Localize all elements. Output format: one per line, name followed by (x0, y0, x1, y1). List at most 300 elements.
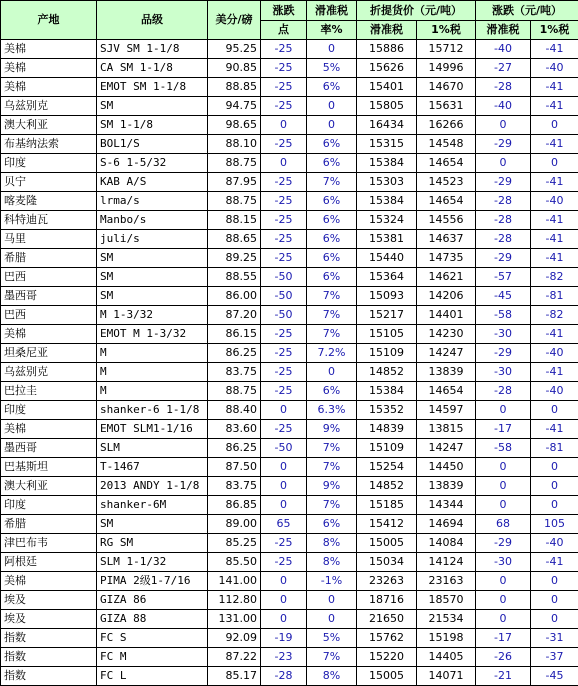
price-cell: 86.00 (208, 287, 261, 306)
grade-cell: EMOT M 1-3/32 (97, 325, 208, 344)
table-row (1, 458, 578, 477)
slide-price-cell: 14852 (357, 363, 417, 382)
header-change-cny: 涨跌（元/吨） (476, 1, 578, 21)
one-pct-price-cell: 15198 (417, 629, 476, 648)
one-pct-price-cell: 14247 (417, 344, 476, 363)
change-slide-cell: 0 (476, 401, 531, 420)
change-points-cell: 65 (261, 515, 307, 534)
price-cell: 94.75 (208, 97, 261, 116)
one-pct-price-cell: 14405 (417, 648, 476, 667)
slide-price-cell: 21650 (357, 610, 417, 629)
origin-cell: 美棉 (1, 40, 97, 59)
header-usd-lb: 美分/磅 (208, 1, 261, 40)
grade-cell: Manbo/s (97, 211, 208, 230)
change-one-pct-cell: -41 (531, 97, 578, 116)
origin-cell: 墨西哥 (1, 439, 97, 458)
slide-price-cell: 15381 (357, 230, 417, 249)
change-slide-cell: -26 (476, 648, 531, 667)
change-points-cell: -50 (261, 306, 307, 325)
change-points-cell: -25 (261, 344, 307, 363)
grade-cell: FC M (97, 648, 208, 667)
one-pct-price-cell: 14654 (417, 192, 476, 211)
change-one-pct-cell: -41 (531, 40, 578, 59)
one-pct-price-cell: 23163 (417, 572, 476, 591)
header-converted-price: 折提货价（元/吨） (357, 1, 476, 21)
origin-cell: 印度 (1, 496, 97, 515)
change-one-pct-cell: -81 (531, 287, 578, 306)
change-points-cell: 0 (261, 401, 307, 420)
header-change-sub: 点 (261, 21, 307, 40)
grade-cell: BOL1/S (97, 135, 208, 154)
origin-cell: 印度 (1, 154, 97, 173)
change-one-pct-cell: -40 (531, 534, 578, 553)
change-points-cell: -25 (261, 534, 307, 553)
table-row (1, 629, 578, 648)
change-points-cell: 0 (261, 572, 307, 591)
change-points-cell: -25 (261, 420, 307, 439)
change-points-cell: -25 (261, 78, 307, 97)
price-cell: 141.00 (208, 572, 261, 591)
one-pct-price-cell: 14344 (417, 496, 476, 515)
change-points-cell: 0 (261, 610, 307, 629)
slide-price-cell: 15093 (357, 287, 417, 306)
price-cell: 85.17 (208, 667, 261, 686)
grade-cell: EMOT SLM1-1/16 (97, 420, 208, 439)
change-slide-cell: -58 (476, 306, 531, 325)
change-one-pct-cell: -41 (531, 78, 578, 97)
one-pct-price-cell: 14071 (417, 667, 476, 686)
change-one-pct-cell: -40 (531, 382, 578, 401)
change-one-pct-cell: -41 (531, 553, 578, 572)
one-pct-price-cell: 14206 (417, 287, 476, 306)
table-row (1, 40, 578, 59)
origin-cell: 美棉 (1, 78, 97, 97)
slide-price-cell: 15886 (357, 40, 417, 59)
change-slide-cell: 0 (476, 591, 531, 610)
tax-rate-cell: 6% (307, 515, 357, 534)
change-one-pct-cell: 0 (531, 458, 578, 477)
slide-price-cell: 15384 (357, 154, 417, 173)
tax-rate-cell: 0 (307, 97, 357, 116)
slide-price-cell: 15109 (357, 344, 417, 363)
change-points-cell: -50 (261, 439, 307, 458)
table-row (1, 211, 578, 230)
grade-cell: shanker-6M (97, 496, 208, 515)
change-points-cell: 0 (261, 477, 307, 496)
table-row (1, 439, 578, 458)
grade-cell: M (97, 363, 208, 382)
grade-cell: M 1-3/32 (97, 306, 208, 325)
change-one-pct-cell: 0 (531, 610, 578, 629)
origin-cell: 马里 (1, 230, 97, 249)
change-slide-cell: -27 (476, 59, 531, 78)
grade-cell: RG SM (97, 534, 208, 553)
table-row (1, 477, 578, 496)
grade-cell: SM (97, 249, 208, 268)
change-slide-cell: 0 (476, 458, 531, 477)
change-points-cell: -25 (261, 211, 307, 230)
tax-rate-cell: 7% (307, 325, 357, 344)
slide-price-cell: 15384 (357, 192, 417, 211)
tax-rate-cell: 5% (307, 59, 357, 78)
origin-cell: 美棉 (1, 325, 97, 344)
origin-cell: 指数 (1, 648, 97, 667)
change-points-cell: -25 (261, 249, 307, 268)
table-row (1, 192, 578, 211)
change-points-cell: -25 (261, 97, 307, 116)
price-cell: 87.20 (208, 306, 261, 325)
table-row (1, 306, 578, 325)
grade-cell: SM (97, 97, 208, 116)
change-slide-cell: 68 (476, 515, 531, 534)
one-pct-price-cell: 13839 (417, 363, 476, 382)
tax-rate-cell: 0 (307, 591, 357, 610)
origin-cell: 澳大利亚 (1, 116, 97, 135)
slide-price-cell: 15324 (357, 211, 417, 230)
change-slide-cell: 0 (476, 496, 531, 515)
origin-cell: 巴拉圭 (1, 382, 97, 401)
change-one-pct-cell: -41 (531, 173, 578, 192)
tax-rate-cell: 0 (307, 40, 357, 59)
change-points-cell: -50 (261, 287, 307, 306)
one-pct-price-cell: 14084 (417, 534, 476, 553)
price-cell: 87.95 (208, 173, 261, 192)
grade-cell: S-6 1-5/32 (97, 154, 208, 173)
origin-cell: 坦桑尼亚 (1, 344, 97, 363)
one-pct-price-cell: 14637 (417, 230, 476, 249)
origin-cell: 乌兹别克 (1, 97, 97, 116)
change-slide-cell: -21 (476, 667, 531, 686)
one-pct-price-cell: 18570 (417, 591, 476, 610)
one-pct-price-cell: 21534 (417, 610, 476, 629)
table-row (1, 401, 578, 420)
one-pct-price-cell: 14654 (417, 154, 476, 173)
table-row (1, 534, 578, 553)
tax-rate-cell: 6% (307, 382, 357, 401)
table-row (1, 496, 578, 515)
origin-cell: 美棉 (1, 572, 97, 591)
grade-cell: juli/s (97, 230, 208, 249)
slide-price-cell: 15364 (357, 268, 417, 287)
tax-rate-cell: 7% (307, 306, 357, 325)
change-one-pct-cell: -31 (531, 629, 578, 648)
change-points-cell: -28 (261, 667, 307, 686)
one-pct-price-cell: 14996 (417, 59, 476, 78)
table-row (1, 515, 578, 534)
table-row (1, 116, 578, 135)
change-one-pct-cell: -41 (531, 363, 578, 382)
price-cell: 88.15 (208, 211, 261, 230)
grade-cell: CA SM 1-1/8 (97, 59, 208, 78)
tax-rate-cell: 6.3% (307, 401, 357, 420)
change-one-pct-cell: -81 (531, 439, 578, 458)
grade-cell: M (97, 344, 208, 363)
table-row (1, 154, 578, 173)
grade-cell: SM 1-1/8 (97, 116, 208, 135)
header-chg-slide: 滑准税 (476, 21, 531, 40)
change-slide-cell: -29 (476, 534, 531, 553)
grade-cell: FC L (97, 667, 208, 686)
price-cell: 88.85 (208, 78, 261, 97)
change-one-pct-cell: -37 (531, 648, 578, 667)
tax-rate-cell: 7% (307, 173, 357, 192)
one-pct-price-cell: 14735 (417, 249, 476, 268)
origin-cell: 津巴布韦 (1, 534, 97, 553)
price-cell: 112.80 (208, 591, 261, 610)
price-cell: 83.75 (208, 477, 261, 496)
one-pct-price-cell: 14654 (417, 382, 476, 401)
change-one-pct-cell: -40 (531, 192, 578, 211)
change-points-cell: -25 (261, 325, 307, 344)
change-one-pct-cell: -41 (531, 249, 578, 268)
tax-rate-cell: 8% (307, 667, 357, 686)
slide-price-cell: 15805 (357, 97, 417, 116)
change-points-cell: 0 (261, 496, 307, 515)
slide-price-cell: 14852 (357, 477, 417, 496)
change-points-cell: 0 (261, 458, 307, 477)
table-row (1, 610, 578, 629)
grade-cell: SM (97, 515, 208, 534)
slide-price-cell: 15762 (357, 629, 417, 648)
grade-cell: SM (97, 287, 208, 306)
origin-cell: 墨西哥 (1, 287, 97, 306)
change-points-cell: -25 (261, 382, 307, 401)
table-row (1, 363, 578, 382)
header-change: 涨跌 (261, 1, 307, 21)
tax-rate-cell: 6% (307, 135, 357, 154)
change-one-pct-cell: -82 (531, 306, 578, 325)
tax-rate-cell: 6% (307, 249, 357, 268)
price-cell: 88.75 (208, 382, 261, 401)
change-points-cell: -23 (261, 648, 307, 667)
origin-cell: 喀麦隆 (1, 192, 97, 211)
slide-price-cell: 14839 (357, 420, 417, 439)
one-pct-price-cell: 14523 (417, 173, 476, 192)
slide-price-cell: 15220 (357, 648, 417, 667)
grade-cell: SLM (97, 439, 208, 458)
change-slide-cell: -30 (476, 325, 531, 344)
origin-cell: 乌兹别克 (1, 363, 97, 382)
change-one-pct-cell: -41 (531, 135, 578, 154)
change-points-cell: -25 (261, 135, 307, 154)
one-pct-price-cell: 14124 (417, 553, 476, 572)
price-cell: 87.50 (208, 458, 261, 477)
table-row (1, 344, 578, 363)
change-slide-cell: -30 (476, 363, 531, 382)
price-cell: 88.10 (208, 135, 261, 154)
slide-price-cell: 16434 (357, 116, 417, 135)
grade-cell: SJV SM 1-1/8 (97, 40, 208, 59)
origin-cell: 指数 (1, 667, 97, 686)
change-one-pct-cell: -41 (531, 211, 578, 230)
one-pct-price-cell: 14230 (417, 325, 476, 344)
grade-cell: T-1467 (97, 458, 208, 477)
origin-cell: 巴西 (1, 268, 97, 287)
change-one-pct-cell: 0 (531, 401, 578, 420)
change-one-pct-cell: -41 (531, 420, 578, 439)
one-pct-price-cell: 16266 (417, 116, 476, 135)
change-one-pct-cell: 105 (531, 515, 578, 534)
tax-rate-cell: 6% (307, 268, 357, 287)
price-cell: 88.55 (208, 268, 261, 287)
change-points-cell: -25 (261, 59, 307, 78)
price-cell: 88.40 (208, 401, 261, 420)
change-points-cell: -25 (261, 40, 307, 59)
slide-price-cell: 15352 (357, 401, 417, 420)
tax-rate-cell: 6% (307, 230, 357, 249)
one-pct-price-cell: 14247 (417, 439, 476, 458)
one-pct-price-cell: 14548 (417, 135, 476, 154)
change-slide-cell: -28 (476, 230, 531, 249)
change-one-pct-cell: -45 (531, 667, 578, 686)
origin-cell: 埃及 (1, 610, 97, 629)
table-row (1, 420, 578, 439)
slide-price-cell: 15254 (357, 458, 417, 477)
slide-price-cell: 15105 (357, 325, 417, 344)
tax-rate-cell: 8% (307, 534, 357, 553)
origin-cell: 美棉 (1, 420, 97, 439)
table-row (1, 268, 578, 287)
header-chg-one: 1%税 (531, 21, 578, 40)
change-slide-cell: -17 (476, 420, 531, 439)
origin-cell: 美棉 (1, 59, 97, 78)
tax-rate-cell: 6% (307, 192, 357, 211)
grade-cell: GIZA 86 (97, 591, 208, 610)
slide-price-cell: 15034 (357, 553, 417, 572)
change-slide-cell: -29 (476, 344, 531, 363)
slide-price-cell: 15401 (357, 78, 417, 97)
change-slide-cell: -28 (476, 382, 531, 401)
change-slide-cell: 0 (476, 154, 531, 173)
change-slide-cell: 0 (476, 477, 531, 496)
one-pct-price-cell: 13839 (417, 477, 476, 496)
slide-price-cell: 15185 (357, 496, 417, 515)
change-slide-cell: -28 (476, 78, 531, 97)
origin-cell: 巴基斯坦 (1, 458, 97, 477)
change-slide-cell: -17 (476, 629, 531, 648)
slide-price-cell: 15005 (357, 667, 417, 686)
header-grade: 品级 (97, 1, 208, 40)
tax-rate-cell: 6% (307, 211, 357, 230)
grade-cell: PIMA 2级1-7/16 (97, 572, 208, 591)
table-row (1, 59, 578, 78)
price-cell: 86.15 (208, 325, 261, 344)
origin-cell: 科特迪瓦 (1, 211, 97, 230)
grade-cell: M (97, 382, 208, 401)
tax-rate-cell: 6% (307, 78, 357, 97)
table-row (1, 173, 578, 192)
change-one-pct-cell: -40 (531, 59, 578, 78)
grade-cell: SM (97, 268, 208, 287)
tax-rate-cell: 7% (307, 648, 357, 667)
price-cell: 88.65 (208, 230, 261, 249)
tax-rate-cell: -1% (307, 572, 357, 591)
change-slide-cell: -30 (476, 553, 531, 572)
change-one-pct-cell: 0 (531, 591, 578, 610)
table-row (1, 97, 578, 116)
one-pct-price-cell: 14401 (417, 306, 476, 325)
change-slide-cell: -28 (476, 211, 531, 230)
table-row (1, 249, 578, 268)
price-cell: 86.25 (208, 439, 261, 458)
change-one-pct-cell: -41 (531, 230, 578, 249)
change-slide-cell: -57 (476, 268, 531, 287)
tax-rate-cell: 8% (307, 553, 357, 572)
one-pct-price-cell: 14694 (417, 515, 476, 534)
change-slide-cell: -29 (476, 173, 531, 192)
price-cell: 98.65 (208, 116, 261, 135)
slide-price-cell: 15303 (357, 173, 417, 192)
tax-rate-cell: 5% (307, 629, 357, 648)
tax-rate-cell: 7% (307, 439, 357, 458)
price-cell: 90.85 (208, 59, 261, 78)
grade-cell: lrma/s (97, 192, 208, 211)
change-points-cell: -25 (261, 230, 307, 249)
table-row (1, 591, 578, 610)
change-points-cell: -19 (261, 629, 307, 648)
origin-cell: 阿根廷 (1, 553, 97, 572)
table-row (1, 325, 578, 344)
change-one-pct-cell: -40 (531, 344, 578, 363)
price-cell: 85.25 (208, 534, 261, 553)
tax-rate-cell: 0 (307, 610, 357, 629)
tax-rate-cell: 0 (307, 116, 357, 135)
change-points-cell: 0 (261, 591, 307, 610)
table-row (1, 382, 578, 401)
origin-cell: 希腊 (1, 515, 97, 534)
slide-price-cell: 15412 (357, 515, 417, 534)
change-slide-cell: 0 (476, 572, 531, 591)
change-one-pct-cell: -41 (531, 325, 578, 344)
change-slide-cell: 0 (476, 610, 531, 629)
price-cell: 86.25 (208, 344, 261, 363)
header-slide-tax: 滑准税 (307, 1, 357, 21)
price-cell: 87.22 (208, 648, 261, 667)
price-cell: 85.50 (208, 553, 261, 572)
table-row (1, 667, 578, 686)
change-points-cell: 0 (261, 154, 307, 173)
slide-price-cell: 15315 (357, 135, 417, 154)
header-conv-one: 1%税 (417, 21, 476, 40)
one-pct-price-cell: 14556 (417, 211, 476, 230)
change-one-pct-cell: 0 (531, 496, 578, 515)
price-cell: 86.85 (208, 496, 261, 515)
one-pct-price-cell: 15631 (417, 97, 476, 116)
change-points-cell: -25 (261, 192, 307, 211)
change-one-pct-cell: 0 (531, 154, 578, 173)
slide-price-cell: 15217 (357, 306, 417, 325)
tax-rate-cell: 7% (307, 496, 357, 515)
tax-rate-cell: 9% (307, 477, 357, 496)
price-cell: 131.00 (208, 610, 261, 629)
tax-rate-cell: 7.2% (307, 344, 357, 363)
header-row-1 (1, 1, 578, 21)
origin-cell: 布基纳法索 (1, 135, 97, 154)
table-row (1, 648, 578, 667)
price-cell: 95.25 (208, 40, 261, 59)
tax-rate-cell: 7% (307, 458, 357, 477)
change-slide-cell: -58 (476, 439, 531, 458)
header-conv-slide: 滑准税 (357, 21, 417, 40)
header-origin: 产地 (1, 1, 97, 40)
change-points-cell: 0 (261, 116, 307, 135)
table-row (1, 287, 578, 306)
one-pct-price-cell: 15712 (417, 40, 476, 59)
slide-price-cell: 15109 (357, 439, 417, 458)
change-one-pct-cell: -82 (531, 268, 578, 287)
price-cell: 83.75 (208, 363, 261, 382)
grade-cell: shanker-6 1-1/8 (97, 401, 208, 420)
